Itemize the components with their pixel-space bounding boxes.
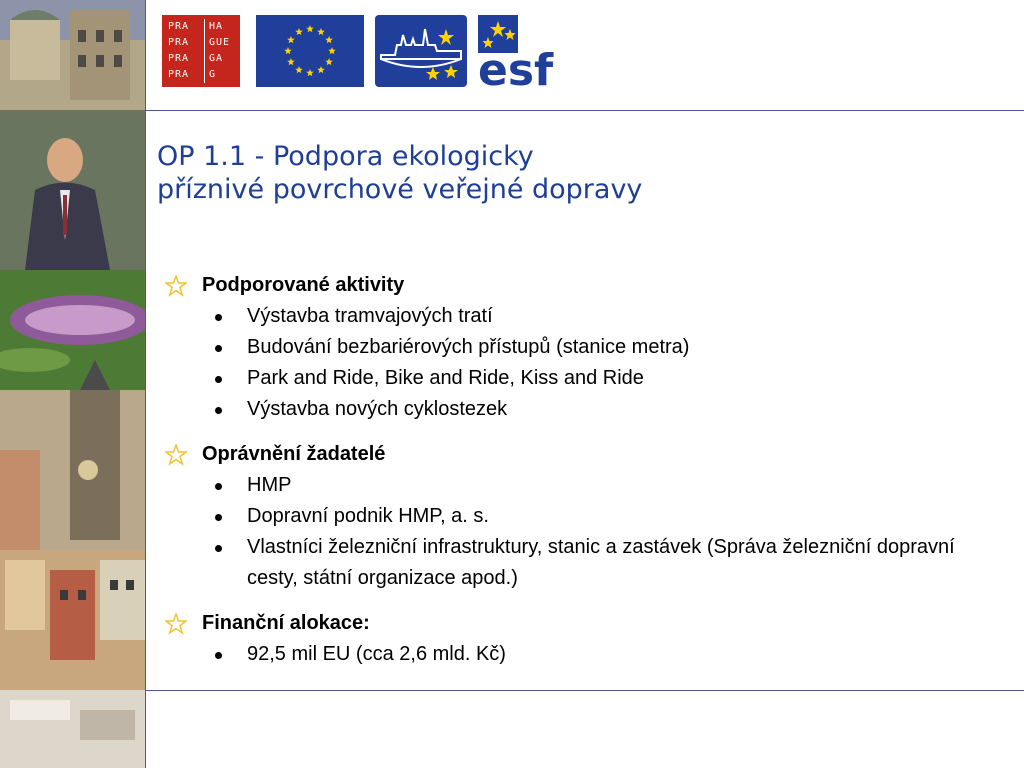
list-item [165, 470, 1005, 501]
bullet-list [165, 301, 1005, 425]
list-item-text: HMP [247, 474, 292, 496]
section-header [165, 608, 1005, 639]
esf-text: esf [478, 45, 554, 87]
collage-image [0, 0, 145, 768]
list-item [165, 501, 1005, 532]
eu-star-icon [317, 66, 325, 73]
list-item-text: Výstavba nových cyklostezek [247, 398, 508, 420]
section-supported-activities [165, 270, 1005, 425]
prague-castle-logo [375, 15, 467, 87]
list-item [165, 332, 1005, 363]
section-financial-allocation [165, 608, 1005, 670]
section-title: Oprávnění žadatelé [202, 443, 386, 465]
bullet-dot-icon [215, 376, 222, 383]
bullet-dot-icon [215, 545, 222, 552]
list-item-text: Park and Ride, Bike and Ride, Kiss and Ride [247, 367, 644, 389]
eu-star-icon [287, 58, 295, 65]
bullet-dot-icon [215, 345, 222, 352]
praha-logo [162, 15, 240, 87]
eu-star-icon [295, 28, 303, 35]
bullet-dot-icon [215, 514, 222, 521]
esf-logo-icon [478, 15, 566, 87]
eu-star-icon [287, 36, 295, 43]
list-item-text: 92,5 mil EU (cca 2,6 mld. Kč) [247, 643, 506, 665]
slide-content [165, 270, 1005, 684]
eu-star-icon [306, 25, 314, 32]
prague-skyline-icon [375, 15, 467, 87]
eu-star-icon [284, 47, 292, 54]
list-item [165, 639, 1005, 670]
bullet-dot-icon [215, 314, 222, 321]
star-bullet-icon [165, 613, 187, 635]
section-title: Podporované aktivity [202, 274, 405, 296]
list-item-text: Budování bezbariérových přístupů (stanice metra) [247, 336, 690, 358]
praha-logo-text: PRA HA PRA GUE PRA GA PRA G [168, 19, 240, 83]
list-item [165, 363, 1005, 394]
slide-title [157, 140, 642, 206]
list-item [165, 394, 1005, 425]
esf-logo [478, 15, 566, 87]
list-item-text: Výstavba tramvajových tratí [247, 305, 493, 327]
eu-star-icon [306, 69, 314, 76]
header-rule [145, 110, 1024, 111]
slide-title-line-1: OP 1.1 - Podpora ekologicky [157, 141, 534, 172]
bullet-dot-icon [215, 652, 222, 659]
slide-title-line-2: příznivé povrchové veřejné dopravy [157, 174, 643, 205]
bullet-dot-icon [215, 407, 222, 414]
eu-star-icon [295, 66, 303, 73]
footer-rule [145, 690, 1024, 691]
bullet-dot-icon [215, 483, 222, 490]
eu-star-icon [328, 47, 336, 54]
star-bullet-icon [165, 275, 187, 297]
section-eligible-applicants [165, 439, 1005, 594]
list-item [165, 301, 1005, 332]
section-header [165, 439, 1005, 470]
eu-star-icon [325, 36, 333, 43]
bullet-list [165, 470, 1005, 594]
city-photo-collage [0, 0, 145, 768]
list-item [165, 532, 1005, 594]
eu-star-icon [317, 28, 325, 35]
bullet-list [165, 639, 1005, 670]
eu-star-icon [325, 58, 333, 65]
section-title: Finanční alokace: [202, 612, 370, 634]
eu-stars-icon [256, 15, 364, 87]
section-header [165, 270, 1005, 301]
list-item-text: Dopravní podnik HMP, a. s. [247, 505, 489, 527]
list-item-text: Vlastníci železniční infrastruktury, stanic a zastávek (Správa železniční dopravní cesty, státní organizace apod.) [247, 536, 955, 589]
eu-flag-logo [256, 15, 364, 87]
vertical-divider [145, 0, 146, 768]
star-bullet-icon [165, 444, 187, 466]
